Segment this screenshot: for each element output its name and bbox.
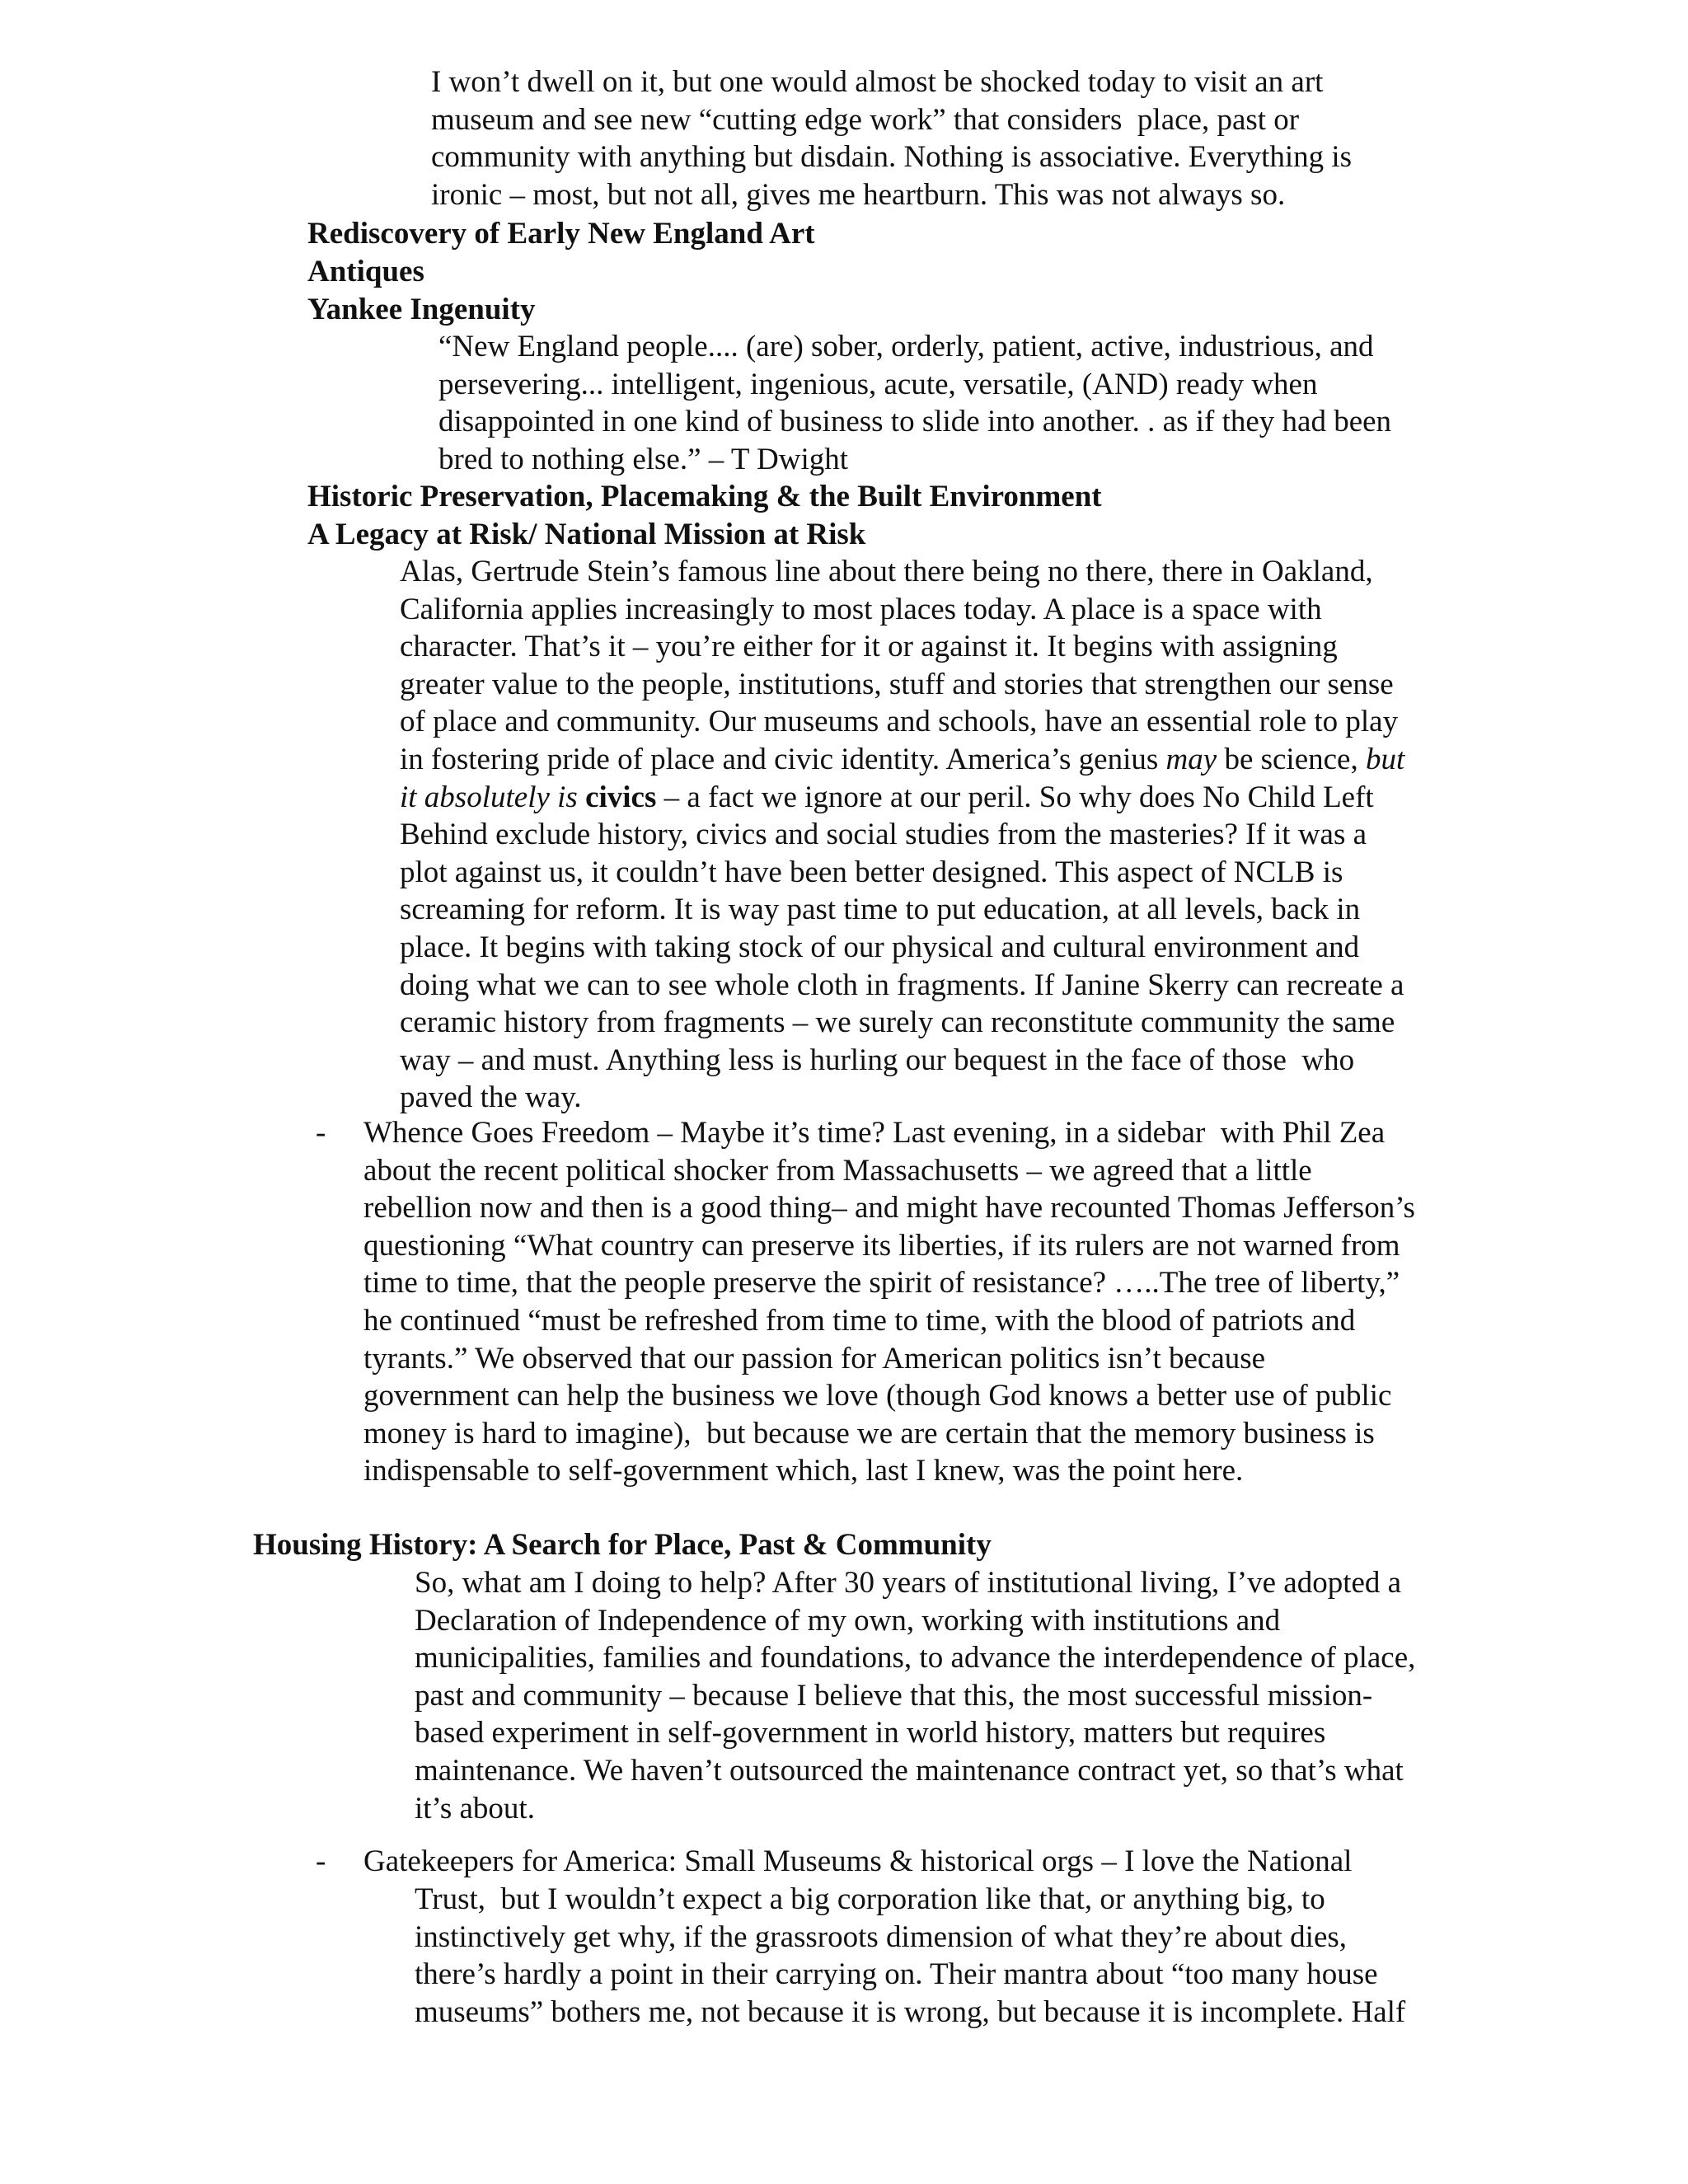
text-run: – a fact we ignore at our peril. So why does No Child Left (656, 780, 1374, 814)
dwight-quote (438, 328, 1391, 478)
text-line: doing what we can to see whole cloth in fragments. If Janine Skerry can recreate a (400, 968, 1404, 1002)
text-line: questioning “What country can preserve its liberties, if its rulers are not warned from (363, 1228, 1400, 1263)
text-line: community with anything but disdain. Nothing is associative. Everything is (431, 140, 1353, 175)
heading-antiques: Antiques (307, 255, 424, 288)
text-line: disappointed in one kind of business to slide into another. . as if they had been (438, 405, 1392, 439)
heading-legacy-at-risk: A Legacy at Risk/ National Mission at Risk (307, 518, 866, 551)
text-line: there’s hardly a point in their carrying on. Their mantra about “too many house (415, 1957, 1378, 1992)
text-line: greater value to the people, institutions, stuff and stories that strengthen our sense (400, 667, 1394, 701)
text-line: money is hard to imagine), but because we are certain that the memory business is (363, 1416, 1375, 1451)
text-line: Declaration of Independence of my own, working with institutions and (415, 1603, 1281, 1638)
text-line: bred to nothing else.” – T Dwight (438, 442, 849, 476)
gatekeepers-paragraph-first-line (363, 1843, 1352, 1881)
text-line: time to time, that the people preserve the spirit of resistance? …..The tree of liberty,” (363, 1266, 1400, 1301)
text-line: screaming for reform. It is way past time to put education, at all levels, back in (400, 893, 1361, 927)
text-line: instinctively get why, if the grassroots dimension of what they’re about dies, (415, 1919, 1348, 1954)
heading-housing-history: Housing History: A Search for Place, Past & Community (253, 1528, 992, 1562)
text-line: I won’t dwell on it, but one would almost be shocked today to visit an art (431, 65, 1324, 99)
text-line: way – and must. Anything less is hurling our bequest in the face of those who (400, 1043, 1355, 1077)
text-line: “New England people.... (are) sober, orderly, patient, active, industrious, and (438, 330, 1374, 363)
text-run: in fostering pride of place and civic identity. America’s genius (400, 742, 1166, 776)
whence-goes-freedom-paragraph (363, 1114, 1415, 1490)
text-run: be science, (1217, 742, 1366, 776)
text-line: Whence Goes Freedom – Maybe it’s time? Last evening, in a sidebar with Phil Zea (363, 1116, 1386, 1150)
text-line: persevering... intelligent, ingenious, acute, versatile, (AND) ready when (438, 367, 1318, 401)
text-line: character. That’s it – you’re either for it or against it. It begins with assigning (400, 630, 1338, 664)
gatekeepers-paragraph (415, 1881, 1405, 2031)
text-line: based experiment in self-government in world history, matters but requires (415, 1716, 1326, 1750)
text-line (400, 779, 1404, 817)
text-line: it’s about. (415, 1791, 535, 1825)
emphasis-absolutely: it absolutely is (400, 780, 578, 814)
text-line: place. It begins with taking stock of our physical and cultural environment and (400, 930, 1360, 964)
emphasis-may: may (1165, 742, 1217, 776)
text-line: Behind exclude history, civics and social studies from the masteries? If it was a (400, 818, 1367, 852)
text-run (578, 780, 585, 814)
text-line: ironic – most, but not all, gives me heartburn. This was not always so. (431, 177, 1286, 212)
text-line: indispensable to self-government which, last I knew, was the point here. (363, 1454, 1244, 1488)
bullet-dash: - (316, 1116, 326, 1150)
bullet-dash: - (316, 1844, 326, 1878)
text-line: paved the way. (400, 1080, 582, 1115)
heading-rediscovery: Rediscovery of Early New England Art (307, 217, 815, 251)
text-line: rebellion now and then is a good thing– and might have recounted Thomas Jefferson’s (363, 1191, 1415, 1226)
text-line: Alas, Gertrude Stein’s famous line about there being no there, there in Oakland, (400, 555, 1373, 588)
heading-historic-preservation: Historic Preservation, Placemaking & the Built Environment (307, 480, 1102, 513)
bold-civics: civics (585, 780, 657, 814)
text-line: of place and community. Our museums and schools, have an essential role to play (400, 705, 1399, 739)
text-line: California applies increasingly to most places today. A place is a space with (400, 592, 1322, 626)
text-line: plot against us, it couldn’t have been better designed. This aspect of NCLB is (400, 855, 1343, 889)
text-line: about the recent political shocker from Massachusetts – we agreed that a little (363, 1153, 1312, 1188)
text-line: ceramic history from fragments – we surely can reconstitute community the same (400, 1005, 1395, 1040)
text-line (400, 741, 1404, 779)
text-line: Gatekeepers for America: Small Museums & historical orgs – I love the National (363, 1844, 1353, 1878)
text-line: municipalities, families and foundations, to advance the interdependence of place, (415, 1641, 1416, 1675)
text-line: past and community – because I believe that this, the most successful mission- (415, 1678, 1373, 1713)
text-line: Trust, but I wouldn’t expect a big corporation like that, or anything big, to (415, 1882, 1325, 1916)
text-line: maintenance. We haven’t outsourced the maintenance contract yet, so that’s what (415, 1753, 1404, 1788)
text-line: he continued “must be refreshed from time to time, with the blood of patriots and (363, 1303, 1356, 1338)
so-what-paragraph (415, 1564, 1415, 1827)
text-line: So, what am I doing to help? After 30 years of institutional living, I’ve adopted a (415, 1566, 1402, 1600)
text-line: tyrants.” We observed that our passion for American politics isn’t because (363, 1341, 1266, 1376)
text-line: museums” bothers me, not because it is wrong, but because it is incomplete. Half (415, 1994, 1406, 2029)
heading-yankee-ingenuity: Yankee Ingenuity (307, 293, 536, 326)
emphasis-but: but (1365, 742, 1405, 776)
intro-paragraph (431, 63, 1352, 213)
alas-paragraph (400, 553, 1404, 1117)
text-line: museum and see new “cutting edge work” that considers place, past or (431, 102, 1300, 137)
text-line: government can help the business we love (though God knows a better use of public (363, 1379, 1392, 1413)
